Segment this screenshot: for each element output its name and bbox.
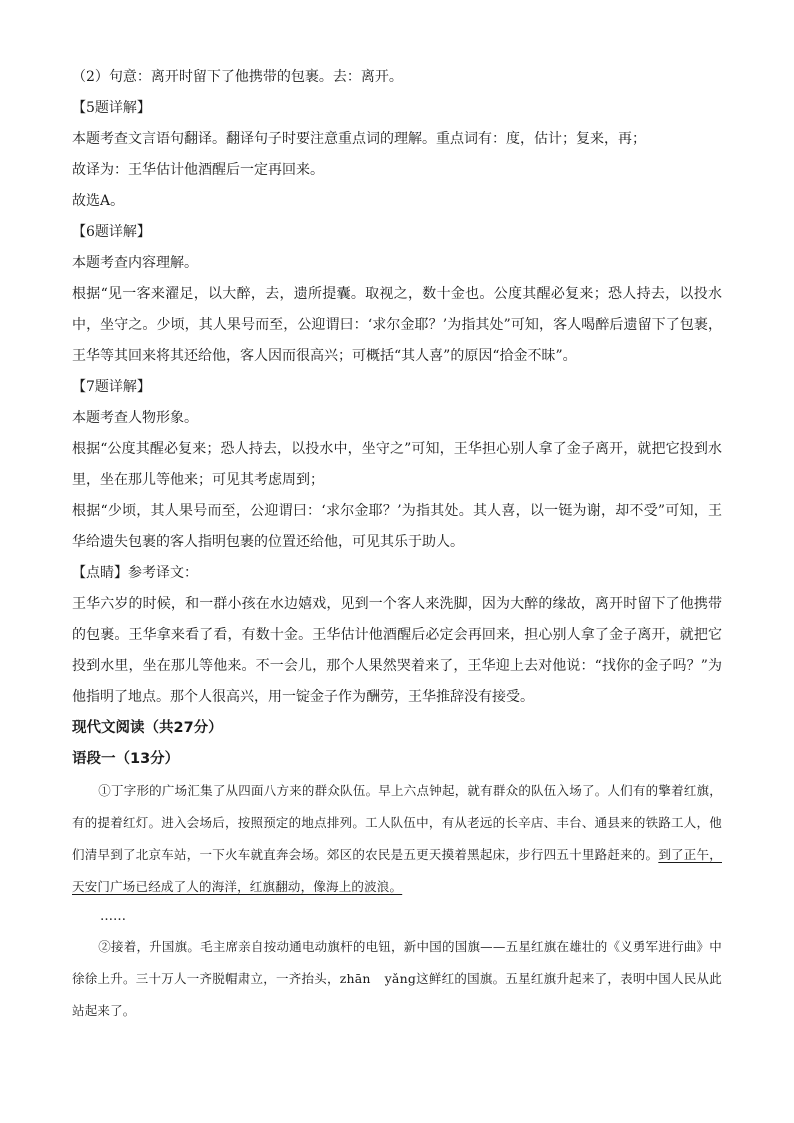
section-subtitle: 语段一（13分） — [72, 751, 180, 767]
answer-line: 本题考查人物形象。 — [72, 410, 198, 426]
answer-line: 故选A。 — [72, 193, 125, 209]
answer-line: 本题考查文言语句翻译。翻译句子时要注意重点词的理解。重点词有：度，估计；复来，再； — [72, 131, 646, 147]
answer-line: 故译为：王华估计他酒醒后一定再回来。 — [72, 162, 324, 178]
answer-paragraph: 根据“见一客来濯足，以大醉，去，遗所提囊。取视之，数十金也。公度其醒必复来；恐人持去，以投水中，坐守之。少顷，其人果号而至，公迎谓曰：‘求尔金耶？’为指其处”可知，客人喝醉后遗留下了包裹，王华等其回来将其还给他，客人因而很高兴；可概括“其人喜”的原因“拾金不昧”。 — [72, 286, 722, 364]
passage-text: ①丁字形的广场汇集了从四面八方来的群众队伍。早上六点钟起，就有群众的队伍入场了。人们有的擎着红旗，有的提着红灯。进入会场后，按照预定的地点排列。工人队伍中，有从老远的长辛店、丰台、通县来的铁路工人，他们清早到了北京车站，一下火车就直奔会场。郊区的农民是五更天摸着黑起床，步行四五十里路赶来的。 — [72, 783, 722, 862]
answer-paragraph: 根据“公度其醒必复来；恐人持去，以投水中，坐守之”可知，王华担心别人拿了金子离开，就把它投到水里，坐在那儿等他来；可见其考虑周到； — [72, 441, 722, 488]
passage-paragraph-1 — [72, 775, 722, 903]
answer-line: （2）句意：离开时留下了他携带的包裹。去：离开。 — [72, 69, 403, 85]
question-7-heading: 【7题详解】 — [72, 379, 151, 395]
ellipsis: …… — [100, 909, 126, 924]
section-title: 现代文阅读（共27分） — [72, 720, 223, 736]
underlined-sentence: 到了正午，天安门广场已经成了人的海洋，红旗翻动，像海上的波浪。 — [72, 847, 722, 894]
passage-text: ②接着，升国旗。毛主席亲自按动通电动旗杆的电钮，新中国的国旗——五星红旗在雄壮的《义勇军进行曲》中徐徐上升。三十万人一齐脱帽肃立，一齐抬头，zhān — [72, 939, 722, 986]
question-5-heading: 【5题详解】 — [72, 100, 151, 116]
answer-paragraph: 根据“少顷，其人果号而至，公迎谓曰：‘求尔金耶？’为指其处。其人喜，以一铤为谢，却不受”可知，王华给遗失包裹的客人指明包裹的位置还给他，可见其乐于助人。 — [72, 503, 722, 550]
translation-paragraph: 王华六岁的时候，和一群小孩在水边嬉戏，见到一个客人来洗脚，因为大醉的缘故，离开时留下了他携带的包裹。王华拿来看了看，有数十金。王华估计他酒醒后必定会再回来，担心别人拿了金子离开，就把它投到水里，坐在那儿等他来。不一会儿，那个人果然哭着来了，王华迎上去对他说：“找你的金子吗？”为他指明了地点。那个人很高兴，用一锭金子作为酬劳，王华推辞没有接受。 — [72, 596, 722, 705]
passage-paragraph-2 — [72, 931, 722, 1027]
passage-text: yǎng这鲜红的国旗。五星红旗升起来了，表明中国人民从此站起来了。 — [72, 971, 723, 1018]
question-6-heading: 【6题详解】 — [72, 224, 151, 240]
answer-line: 本题考查内容理解。 — [72, 255, 198, 271]
document-page — [72, 62, 722, 1027]
reference-translation-heading: 【点睛】参考译文： — [72, 565, 198, 581]
